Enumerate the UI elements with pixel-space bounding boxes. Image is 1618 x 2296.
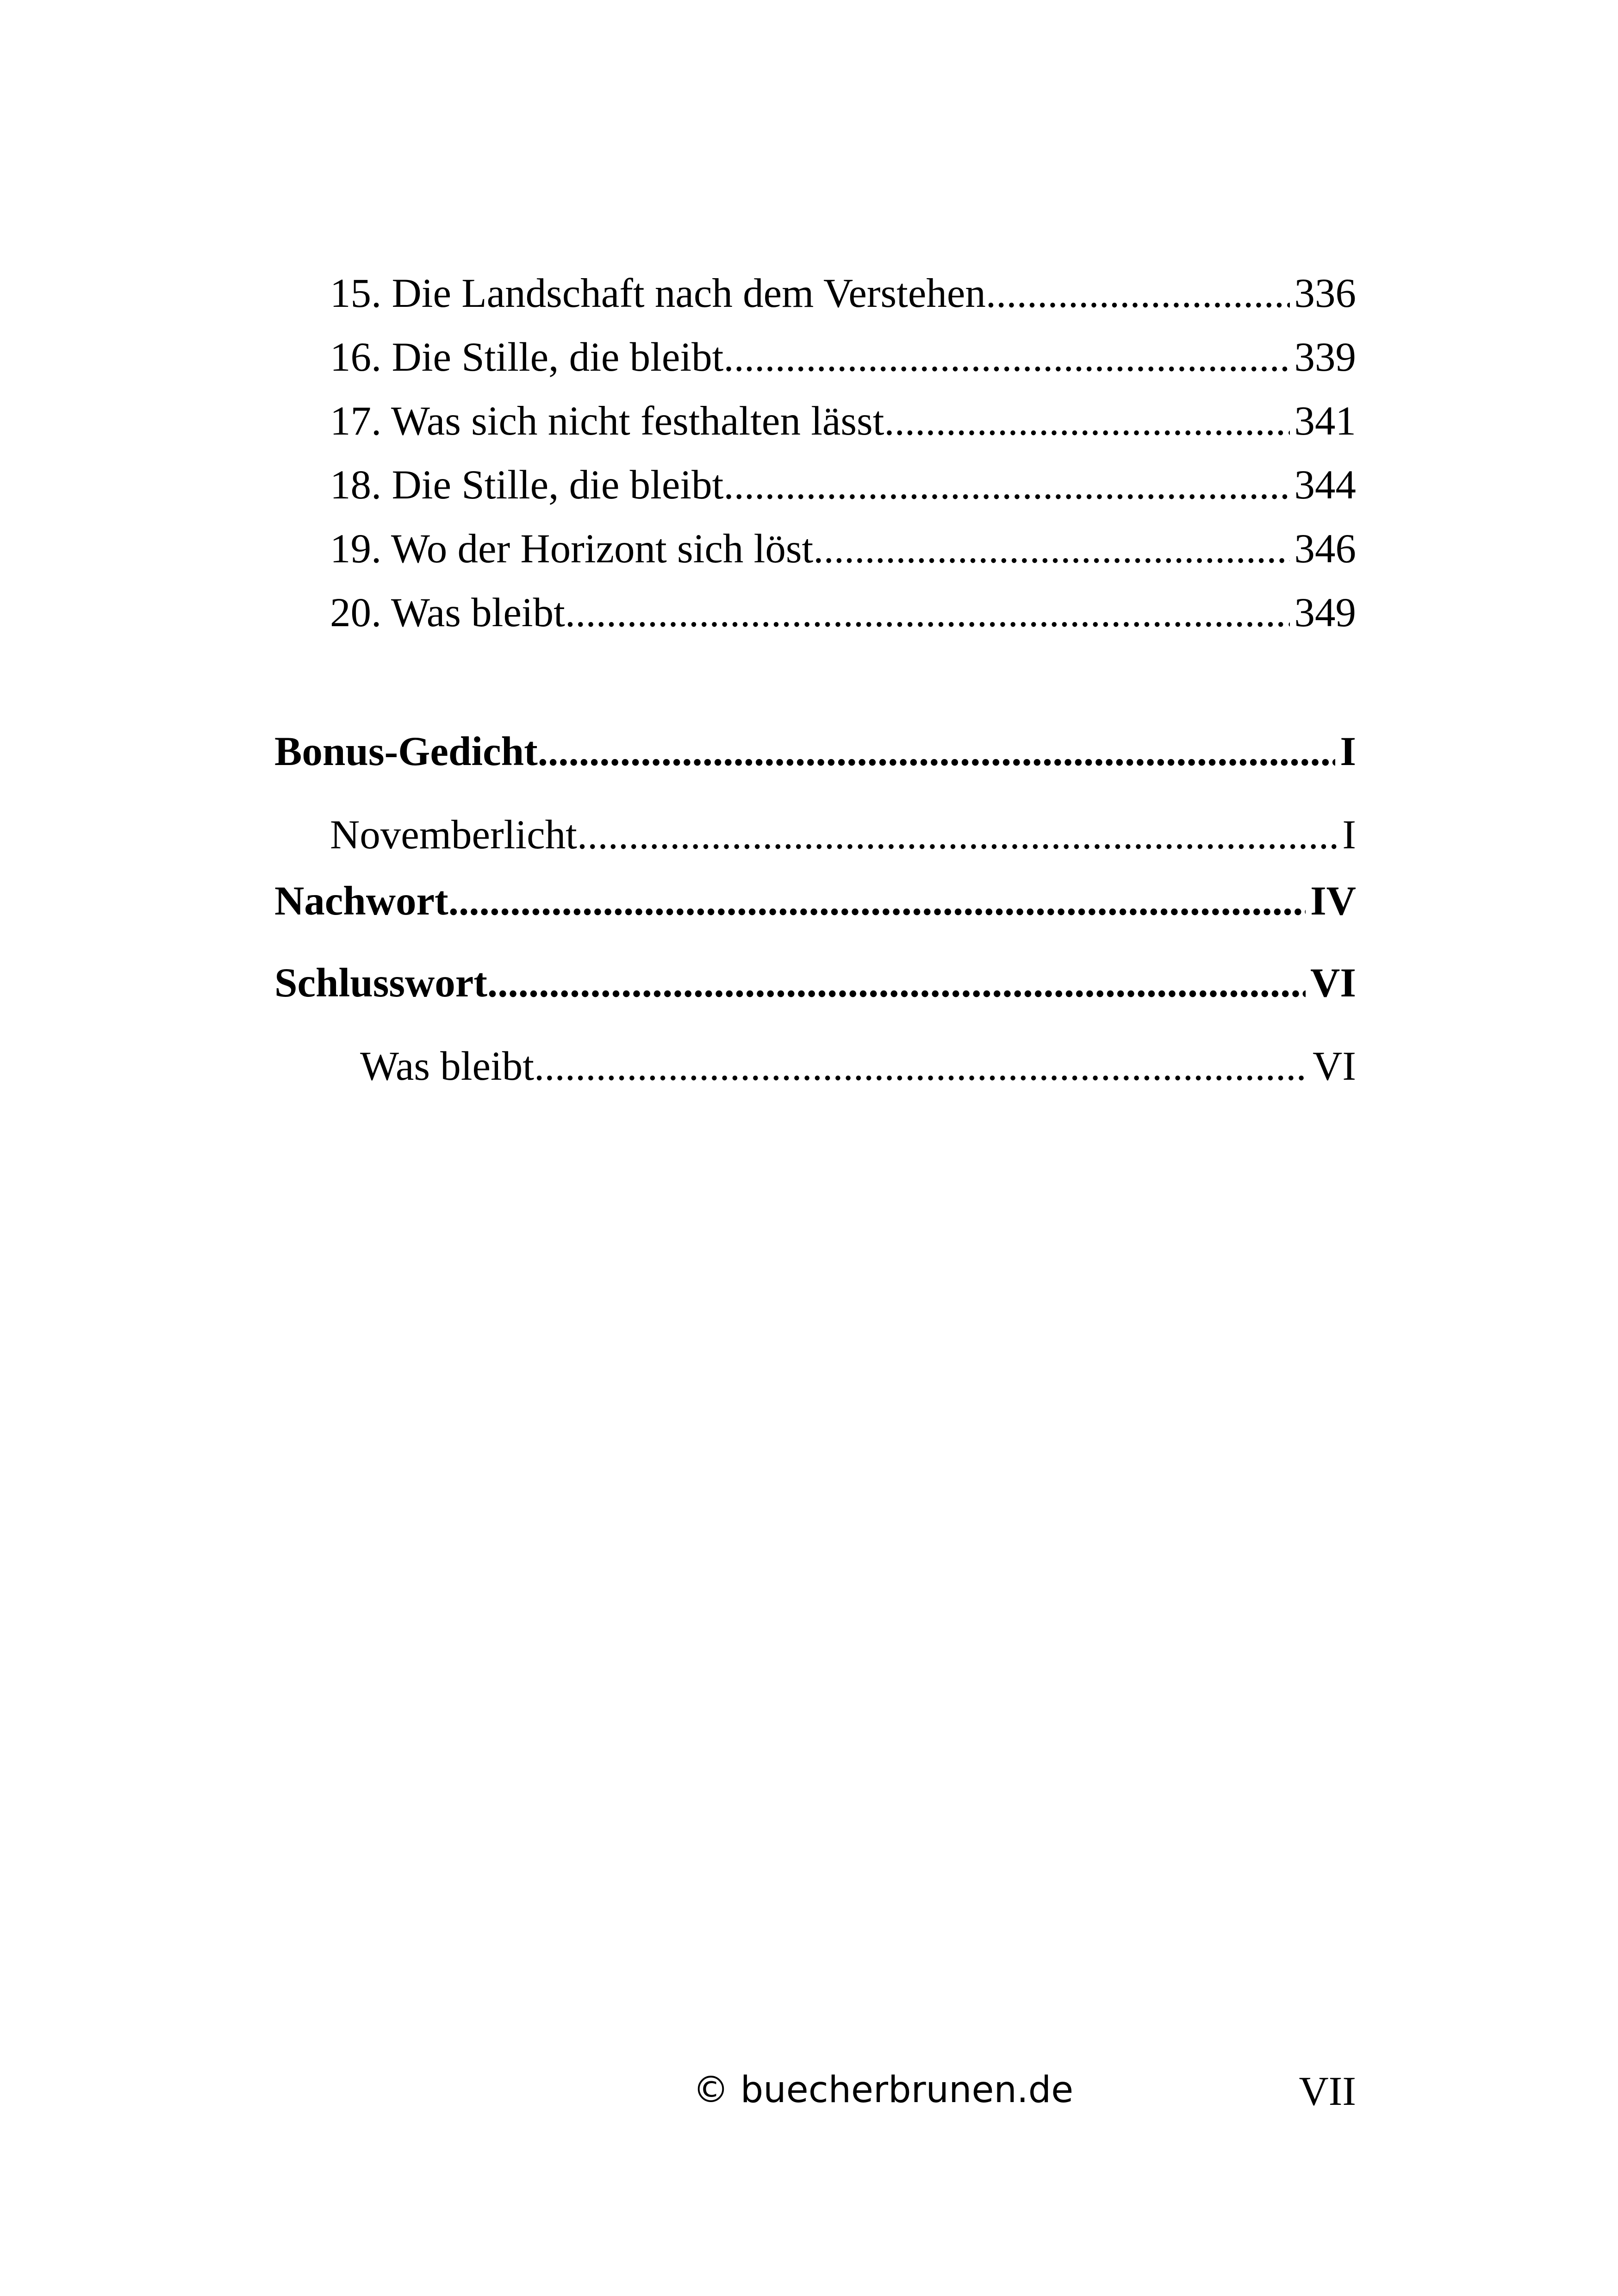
page-footer — [0, 2069, 1618, 2129]
toc-entry-novemberlicht[interactable] — [330, 815, 1356, 856]
toc-entry-page: I — [1342, 815, 1356, 856]
toc-entry-title: Novemberlicht — [330, 815, 577, 856]
copyright-notice: © buecherbrunen.de — [693, 2069, 1074, 2111]
toc-entry-page: VI — [1313, 1046, 1356, 1087]
toc-entry-title: 17. Was sich nicht festhalten lässt — [330, 401, 884, 442]
toc-entry-schlusswort[interactable] — [274, 963, 1356, 1004]
toc-entry-chapter-16[interactable] — [330, 337, 1356, 378]
toc-entry-page: VI — [1310, 963, 1356, 1004]
toc-dot-leader — [534, 1046, 1308, 1087]
toc-dot-leader — [448, 881, 1306, 922]
toc-dot-leader — [986, 273, 1290, 314]
toc-dot-leader — [538, 731, 1336, 772]
toc-entry-chapter-18[interactable] — [330, 465, 1356, 506]
toc-entry-page: IV — [1310, 881, 1356, 922]
toc-entry-nachwort[interactable] — [274, 881, 1356, 922]
toc-entry-bonus-gedicht[interactable] — [274, 731, 1356, 772]
toc-entry-page: 336 — [1294, 273, 1356, 314]
toc-entry-title: Nachwort — [274, 881, 448, 922]
toc-dot-leader — [487, 963, 1306, 1004]
toc-dot-leader — [884, 401, 1289, 442]
toc-entry-page: 344 — [1294, 465, 1356, 506]
toc-entry-title: 15. Die Landschaft nach dem Verstehen — [330, 273, 986, 314]
toc-entry-title: 16. Die Stille, die bleibt — [330, 337, 724, 378]
toc-dot-leader — [813, 529, 1289, 570]
toc-entry-title: Was bleibt — [360, 1046, 534, 1087]
toc-entry-title: 20. Was bleibt — [330, 592, 565, 634]
toc-entry-page: 339 — [1294, 337, 1356, 378]
toc-entry-page: I — [1340, 731, 1356, 772]
toc-entry-was-bleibt[interactable] — [360, 1046, 1356, 1087]
toc-dot-leader — [577, 815, 1338, 856]
toc-entry-chapter-17[interactable] — [330, 401, 1356, 442]
toc-entry-title: Schlusswort — [274, 963, 487, 1004]
toc-entry-title: 19. Wo der Horizont sich löst — [330, 529, 814, 570]
toc-entry-chapter-15[interactable] — [330, 273, 1356, 314]
toc-entry-chapter-20[interactable] — [330, 592, 1356, 634]
toc-entry-page: 346 — [1294, 529, 1356, 570]
page-number: VII — [1299, 2069, 1356, 2114]
toc-dot-leader — [565, 592, 1290, 634]
toc-entry-page: 341 — [1294, 401, 1356, 442]
toc-dot-leader — [723, 465, 1289, 506]
toc-entry-page: 349 — [1294, 592, 1356, 634]
toc-entry-chapter-19[interactable] — [330, 529, 1356, 570]
toc-entry-title: Bonus-Gedicht — [274, 731, 538, 772]
toc-dot-leader — [723, 337, 1289, 378]
toc-entry-title: 18. Die Stille, die bleibt — [330, 465, 724, 506]
